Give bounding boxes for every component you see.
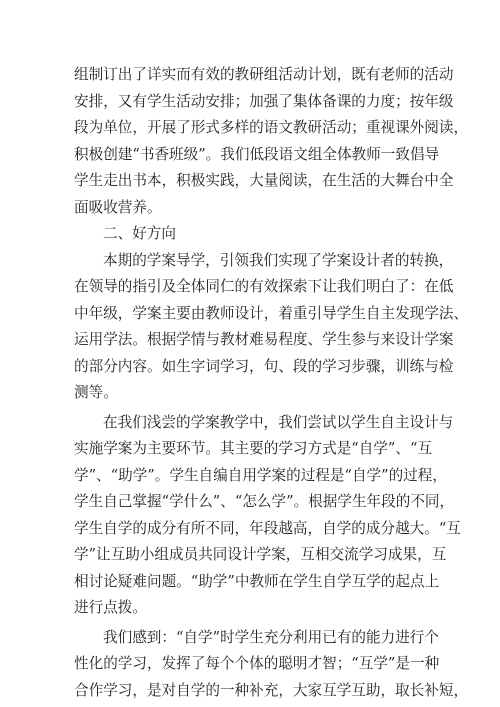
paragraph-line: 中年级，学案主要由教师设计，着重引导学生自主发现学法、 [74,304,469,322]
paragraph-line: 组制订出了详实而有效的教研组活动计划，既有老师的活动 [74,66,454,83]
paragraph-line: 运用学法。根据学情与教材难易程度、学生参与来设计学案 [74,331,454,348]
paragraph-line: 我们感到：“自学”时学生充分利用已有的能力进行个 [103,628,439,646]
paragraph-line: 面吸收营养。 [74,198,162,216]
paragraph-line: 测等。 [74,384,118,401]
paragraph-line: 合作学习，是对自学的一种补充，大家互学互助，取长补短， [74,681,469,699]
paragraph-line: 在领导的指引及全体同仁的有效探索下让我们明白了：在低 [74,278,454,295]
paragraph-line: 学生自己掌握“学什么”、“怎么学”。根据学生年段的不同， [74,493,455,510]
paragraph-line: 相讨论疑难问题。“助学”中教师在学生自学互学的起点上 [74,572,440,590]
paragraph-line: 段为单位，开展了形式多样的语文教研活动；重视课外阅读， [74,119,469,136]
section-heading: 二、好方向 [103,225,176,242]
paragraph-line: 学”让互助小组成员共同设计学案，互相交流学习成果，互 [74,546,447,563]
paragraph-line: 实施学案为主要环节。其主要的学习方式是“自学”、“互 [74,440,433,457]
paragraph-line: 学生自学的成分有所不同，年段越高，自学的成分越大。“互 [74,519,461,537]
paragraph-line: 性化的学习，发挥了每个个体的聪明才智；“互学”是一种 [74,655,440,672]
paragraph-line: 进行点拨。 [74,599,147,616]
paragraph-line: 在我们浅尝的学案教学中，我们尝试以学生自主设计与 [103,413,454,431]
paragraph-line: 积极创建“书香班级”。我们低段语文组全体教师一致倡导 [74,145,440,163]
paragraph-line: 的部分内容。如生字词学习，句、段的学习步骤，训练与检 [74,357,454,375]
paragraph-line: 本期的学案导学，引领我们实现了学案设计者的转换， [103,251,454,269]
paragraph-line: 学生走出书本，积极实践，大量阅读，在生活的大舞台中全 [74,172,454,189]
document-body [74,62,469,704]
paragraph-line: 安排，又有学生活动安排；加强了集体备课的力度；按年级 [74,92,454,110]
paragraph-line: 学”、“助学”。学生自编自用学案的过程是“自学”的过程， [74,466,447,484]
